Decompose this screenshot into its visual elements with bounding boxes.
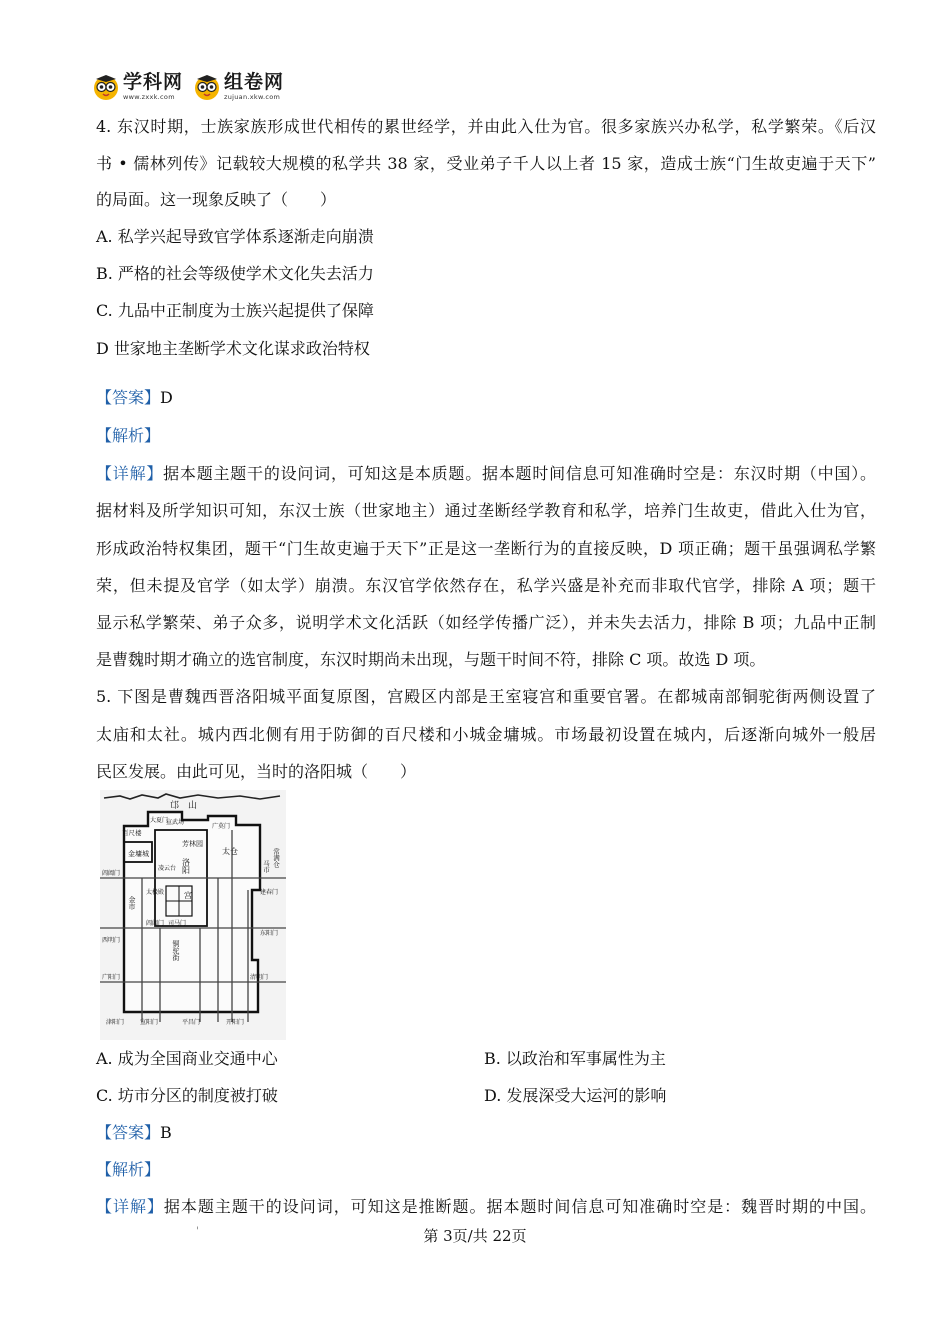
q4-detail-line-4: 荣，但未提及官学（如太学）崩溃。东汉官学依然存在，私学兴盛是补充而非取代官学，排除 A 项；题干 (96, 576, 876, 595)
map-label-baichilou: 百尺楼 (122, 829, 142, 837)
q4-detail-line-5: 显示私学繁荣、弟子众多，说明学术文化活跃（如经学传播广泛），并未失去活力，排除 B 项；九品中正制 (96, 613, 876, 632)
map-label-jinshi: 金市 (128, 896, 136, 910)
map-label-changhe2: 阊阖门 (146, 920, 165, 927)
owl-mascot-icon (92, 73, 120, 101)
q4-detail-text-1: 据本题主题干的设问词，可知这是本质题。据本题时间信息可知准确时空是：东汉时期（中国）。 (163, 464, 876, 483)
q5-option-a: A. 成为全国商业交通中心 (96, 1049, 278, 1068)
map-label-guangyangmen: 广阳门 (102, 974, 121, 981)
map-label-changman: 常满仓 (272, 848, 280, 868)
logo-zujuan-name: 组卷网 (224, 71, 285, 94)
map-label-gong: 宫 (184, 891, 192, 900)
q5-stem-line-1: 5. 下图是曹魏西晋洛阳城平面复原图，宫殿区内部是王室寝宫和重要官署。在都城南部铜驼街两侧设置了 (96, 687, 876, 706)
q4-answer-tag: 【答案】 (96, 388, 161, 407)
map-label-changhemen: 阊阖门 (102, 870, 121, 877)
map-label-tongtuojie: 铜驼街 (172, 940, 180, 961)
q4-detail-line-3: 形成政治特权集团，题干“门生故吏遍于天下”正是这一垄断行为的直接反映，D 项正确；题干虽强调私学繁 (96, 539, 876, 558)
map-label-mountain: 邙 山 (170, 801, 198, 811)
q4-option-b: B. 严格的社会等级使学术文化失去活力 (96, 264, 374, 283)
map-label-pingchangmen: 平昌门 (182, 1019, 201, 1026)
q5-stem-line-2: 太庙和太社。城内西北侧有用于防御的百尺楼和小城金墉城。市场最初设置在城内，后逐渐向城外一般居 (96, 725, 876, 744)
q5-detail-text: 据本题主题干的设问词，可知这是推断题。据本题时间信息可知准确时空是：魏晋时期的中国。 (163, 1197, 876, 1216)
map-label-taicang: 太仓 (222, 847, 238, 856)
logo-zujuan (193, 73, 284, 101)
q4-detail-line-6: 是曹魏时期才确立的选官制度，东汉时期尚未出现，与题干时间不符，排除 C 项。故选 D 项。 (96, 650, 766, 669)
map-label-jianchunmen: 建春门 (260, 889, 279, 896)
map-label-mashi: 马市 (262, 860, 270, 873)
owl-mascot-icon (193, 73, 221, 101)
luoyang-city-map (100, 790, 286, 1040)
q4-detail-line-1 (96, 464, 876, 484)
header-logos (92, 70, 284, 104)
q4-detail-line-2: 据材料及所学知识可知，东汉士族（世家地主）通过垄断经学教育和私学，培养门生故吏，借此入仕为官， (96, 501, 876, 520)
q4-analysis-tag: 【解析】 (96, 426, 161, 445)
logo-xueke-name: 学科网 (123, 71, 184, 94)
q5-answer (96, 1123, 172, 1143)
map-label-lingyuntai: 凌云台 (158, 865, 177, 872)
q5-answer-tag: 【答案】 (96, 1123, 161, 1142)
footer-dot: ' (196, 1226, 199, 1237)
q5-option-d: D. 发展深受大运河的影响 (484, 1086, 667, 1105)
map-label-qingmingmen: 清明门 (250, 974, 269, 981)
map-label-xuanwuchang: 宣武场 (166, 819, 185, 826)
q5-answer-value: B (160, 1123, 172, 1142)
map-label-xuanyangmen: 宣阳门 (140, 1019, 159, 1026)
map-label-luoyang: 洛阳 (181, 858, 191, 874)
logo-zujuan-url: zujuan.xkw.com (224, 93, 281, 102)
q4-option-c: C. 九品中正制度为士族兴起提供了保障 (96, 301, 374, 320)
q5-stem-line-3: 民区发展。由此可见，当时的洛阳城（ ） (96, 762, 417, 781)
q5-detail-line-1 (96, 1197, 876, 1217)
q4-detail-tag: 【详解】 (96, 464, 164, 483)
map-label-taijidian: 太极殿 (146, 889, 165, 896)
q4-option-d: D 世家地主垄断学术文化谋求政治特权 (96, 339, 370, 358)
map-label-fanglinyuan: 芳林园 (182, 840, 203, 848)
map-label-ximingmen: 西明门 (102, 937, 121, 944)
q5-detail-tag: 【详解】 (96, 1197, 164, 1216)
q4-answer (96, 388, 173, 408)
map-label-dongyangmen: 东阳门 (260, 930, 279, 937)
page-number: 第 3页/共 22页 (423, 1227, 527, 1245)
q5-analysis-tag: 【解析】 (96, 1160, 161, 1179)
q4-option-a: A. 私学兴起导致官学体系逐渐走向崩溃 (96, 227, 374, 246)
q4-stem-line-1: 4. 东汉时期，士族家族形成世代相传的累世经学，并由此入仕为官。很多家族兴办私学，私学繁荣。《后汉 (96, 117, 876, 136)
map-label-guangmomen: 广莫门 (212, 823, 231, 830)
logo-xueke (92, 73, 183, 101)
logo-xueke-url: www.zxxk.com (123, 93, 175, 102)
map-label-jinyangmen: 津阳门 (106, 1019, 125, 1026)
map-label-kaiyangmen: 开阳门 (226, 1019, 245, 1026)
map-label-dahuangmen: 大夏门 (150, 817, 169, 824)
q5-option-b: B. 以政治和军事属性为主 (484, 1049, 666, 1068)
map-label-simamen: 司马门 (168, 920, 187, 927)
q5-option-c: C. 坊市分区的制度被打破 (96, 1086, 278, 1105)
q4-stem-line-3: 的局面。这一现象反映了（ ） (96, 190, 337, 209)
q4-stem-line-2: 书 • 儒林列传》记载较大规模的私学共 38 家，受业弟子千人以上者 15 家，造成士族“门生故吏遍于天下” (96, 154, 876, 173)
q4-answer-value: D (160, 388, 173, 407)
map-label-jinyong: 金墉城 (128, 850, 149, 858)
